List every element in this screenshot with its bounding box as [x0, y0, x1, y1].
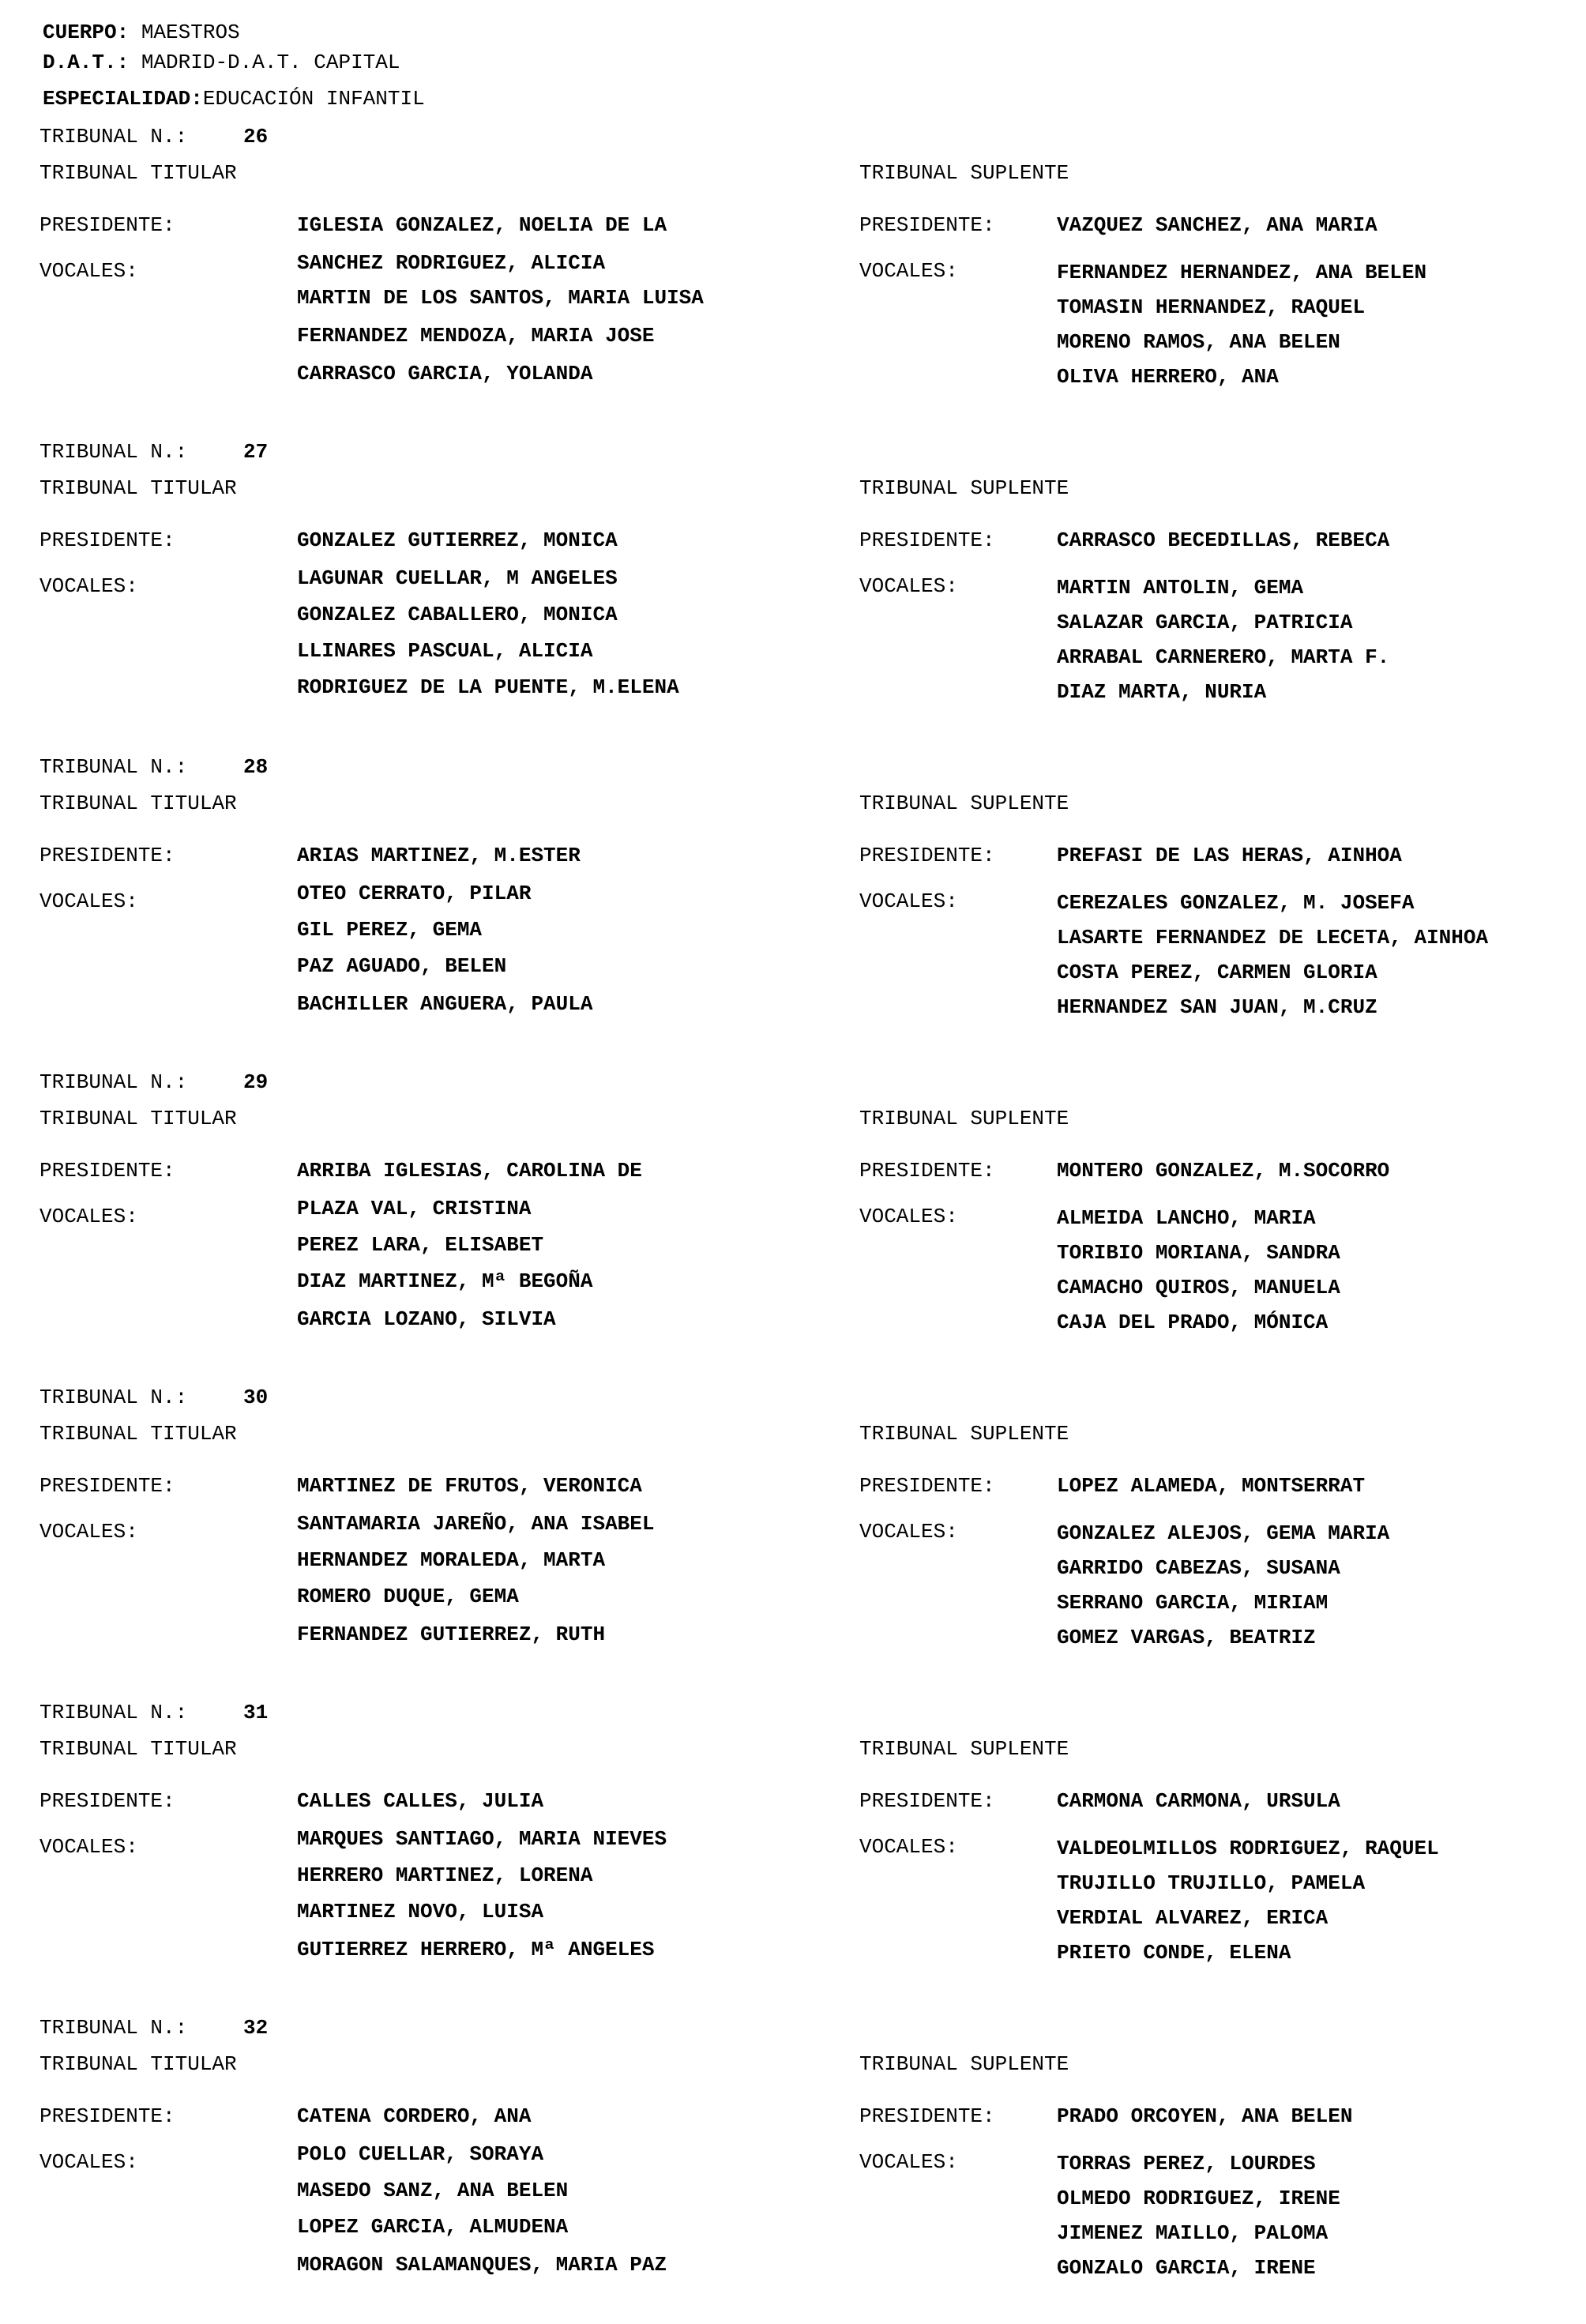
tribunal-number: 31	[243, 1701, 269, 1724]
suplente-vocales-label: VOCALES:	[859, 1520, 958, 1544]
suplente-vocal: PRIETO CONDE, ELENA	[1057, 1941, 1291, 1965]
titular-vocal: SANTAMARIA JAREÑO, ANA ISABEL	[297, 1512, 655, 1536]
titular-presidente-label: PRESIDENTE:	[39, 213, 175, 237]
titular-vocal: MORAGON SALAMANQUES, MARIA PAZ	[297, 2253, 667, 2277]
titular-heading: TRIBUNAL TITULAR	[39, 476, 237, 500]
suplente-presidente: MONTERO GONZALEZ, M.SOCORRO	[1057, 1159, 1390, 1183]
titular-vocal: CARRASCO GARCIA, YOLANDA	[297, 362, 593, 385]
titular-vocal: ROMERO DUQUE, GEMA	[297, 1585, 519, 1608]
suplente-vocal: VALDEOLMILLOS RODRIGUEZ, RAQUEL	[1057, 1837, 1439, 1860]
titular-heading: TRIBUNAL TITULAR	[39, 2052, 237, 2076]
suplente-vocal: COSTA PEREZ, CARMEN GLORIA	[1057, 961, 1377, 984]
suplente-vocal: MARTIN ANTOLIN, GEMA	[1057, 576, 1304, 600]
suplente-presidente-label: PRESIDENTE:	[859, 2104, 995, 2128]
suplente-heading: TRIBUNAL SUPLENTE	[859, 1737, 1069, 1761]
tribunal-block	[0, 750, 1586, 1063]
tribunal-block	[0, 120, 1586, 433]
suplente-vocal: MORENO RAMOS, ANA BELEN	[1057, 330, 1340, 354]
tribunal-number: 32	[243, 2016, 269, 2040]
suplente-vocal: GARRIDO CABEZAS, SUSANA	[1057, 1556, 1340, 1580]
suplente-vocal: ARRABAL CARNERERO, MARTA F.	[1057, 645, 1390, 669]
titular-vocales-label: VOCALES:	[39, 574, 138, 598]
suplente-vocal: TOMASIN HERNANDEZ, RAQUEL	[1057, 295, 1366, 319]
dat-label: D.A.T.:	[43, 51, 130, 74]
tribunal-number-label: TRIBUNAL N.:	[39, 1701, 188, 1724]
suplente-vocales-label: VOCALES:	[859, 2150, 958, 2174]
suplente-vocal: GOMEZ VARGAS, BEATRIZ	[1057, 1626, 1316, 1649]
suplente-vocal: CEREZALES GONZALEZ, M. JOSEFA	[1057, 891, 1415, 915]
suplente-vocal: HERNANDEZ SAN JUAN, M.CRUZ	[1057, 995, 1377, 1019]
suplente-presidente-label: PRESIDENTE:	[859, 1789, 995, 1813]
suplente-heading: TRIBUNAL SUPLENTE	[859, 161, 1069, 185]
suplente-vocal: GONZALEZ ALEJOS, GEMA MARIA	[1057, 1521, 1390, 1545]
suplente-vocal: ALMEIDA LANCHO, MARIA	[1057, 1206, 1316, 1230]
titular-vocal: LAGUNAR CUELLAR, M ANGELES	[297, 566, 618, 590]
especialidad-value: EDUCACIÓN INFANTIL	[202, 87, 425, 111]
suplente-vocales-label: VOCALES:	[859, 574, 958, 598]
titular-vocales-label: VOCALES:	[39, 1835, 138, 1859]
tribunal-number: 28	[243, 755, 269, 779]
titular-vocal: LLINARES PASCUAL, ALICIA	[297, 639, 593, 663]
titular-presidente: CALLES CALLES, JULIA	[297, 1789, 544, 1813]
titular-vocales-label: VOCALES:	[39, 1520, 138, 1544]
suplente-vocales-label: VOCALES:	[859, 1835, 958, 1859]
suplente-presidente-label: PRESIDENTE:	[859, 844, 995, 867]
titular-vocal: GARCIA LOZANO, SILVIA	[297, 1307, 556, 1331]
titular-vocal: LOPEZ GARCIA, ALMUDENA	[297, 2215, 569, 2239]
titular-vocal: FERNANDEZ MENDOZA, MARIA JOSE	[297, 324, 655, 348]
titular-vocal: PEREZ LARA, ELISABET	[297, 1233, 544, 1257]
suplente-heading: TRIBUNAL SUPLENTE	[859, 2052, 1069, 2076]
tribunal-block	[0, 435, 1586, 748]
dat-value: MADRID-D.A.T. CAPITAL	[141, 51, 400, 74]
titular-presidente-label: PRESIDENTE:	[39, 1159, 175, 1183]
titular-vocal: HERRERO MARTINEZ, LORENA	[297, 1863, 593, 1887]
titular-vocales-label: VOCALES:	[39, 889, 138, 913]
tribunal-number: 26	[243, 125, 269, 149]
titular-vocales-label: VOCALES:	[39, 259, 138, 283]
tribunal-number: 27	[243, 440, 269, 464]
tribunal-number-label: TRIBUNAL N.:	[39, 1386, 188, 1409]
suplente-vocales-label: VOCALES:	[859, 1205, 958, 1228]
suplente-heading: TRIBUNAL SUPLENTE	[859, 1107, 1069, 1130]
cuerpo-value: MAESTROS	[141, 21, 240, 44]
suplente-presidente: LOPEZ ALAMEDA, MONTSERRAT	[1057, 1474, 1366, 1498]
titular-vocal: DIAZ MARTINEZ, Mª BEGOÑA	[297, 1269, 593, 1293]
titular-presidente-label: PRESIDENTE:	[39, 528, 175, 552]
titular-vocal: GIL PEREZ, GEMA	[297, 918, 483, 942]
suplente-vocal: CAJA DEL PRADO, MÓNICA	[1057, 1311, 1329, 1334]
titular-presidente: MARTINEZ DE FRUTOS, VERONICA	[297, 1474, 642, 1498]
suplente-vocal: OLMEDO RODRIGUEZ, IRENE	[1057, 2187, 1340, 2210]
titular-presidente: IGLESIA GONZALEZ, NOELIA DE LA	[297, 213, 667, 237]
suplente-vocal: GONZALO GARCIA, IRENE	[1057, 2256, 1316, 2280]
suplente-heading: TRIBUNAL SUPLENTE	[859, 1422, 1069, 1446]
tribunal-number-label: TRIBUNAL N.:	[39, 1070, 188, 1094]
titular-vocal: MASEDO SANZ, ANA BELEN	[297, 2179, 569, 2202]
suplente-vocal: OLIVA HERRERO, ANA	[1057, 365, 1279, 389]
titular-vocal: GUTIERREZ HERRERO, Mª ANGELES	[297, 1938, 655, 1961]
tribunal-block	[0, 2011, 1586, 2324]
titular-heading: TRIBUNAL TITULAR	[39, 1422, 237, 1446]
tribunal-block	[0, 1696, 1586, 2009]
titular-heading: TRIBUNAL TITULAR	[39, 161, 237, 185]
titular-presidente-label: PRESIDENTE:	[39, 1474, 175, 1498]
suplente-presidente-label: PRESIDENTE:	[859, 213, 995, 237]
suplente-vocal: CAMACHO QUIROS, MANUELA	[1057, 1276, 1340, 1299]
titular-heading: TRIBUNAL TITULAR	[39, 1107, 237, 1130]
suplente-vocal: DIAZ MARTA, NURIA	[1057, 680, 1267, 704]
tribunal-number-label: TRIBUNAL N.:	[39, 125, 188, 149]
titular-vocal: MARTINEZ NOVO, LUISA	[297, 1900, 544, 1924]
suplente-vocal: SALAZAR GARCIA, PATRICIA	[1057, 611, 1353, 634]
suplente-vocal: TORIBIO MORIANA, SANDRA	[1057, 1241, 1340, 1265]
suplente-heading: TRIBUNAL SUPLENTE	[859, 792, 1069, 815]
suplente-presidente: PRADO ORCOYEN, ANA BELEN	[1057, 2104, 1353, 2128]
titular-vocal: SANCHEZ RODRIGUEZ, ALICIA	[297, 251, 606, 275]
tribunal-block	[0, 1066, 1586, 1378]
suplente-vocales-label: VOCALES:	[859, 259, 958, 283]
tribunal-number: 30	[243, 1386, 269, 1409]
tribunal-block	[0, 1381, 1586, 1694]
titular-vocal: PAZ AGUADO, BELEN	[297, 954, 507, 978]
titular-presidente-label: PRESIDENTE:	[39, 844, 175, 867]
titular-vocal: OTEO CERRATO, PILAR	[297, 882, 532, 905]
titular-vocal: BACHILLER ANGUERA, PAULA	[297, 992, 593, 1016]
suplente-presidente: CARMONA CARMONA, URSULA	[1057, 1789, 1340, 1813]
suplente-presidente: VAZQUEZ SANCHEZ, ANA MARIA	[1057, 213, 1377, 237]
titular-presidente: CATENA CORDERO, ANA	[297, 2104, 532, 2128]
suplente-presidente-label: PRESIDENTE:	[859, 1159, 995, 1183]
titular-heading: TRIBUNAL TITULAR	[39, 1737, 237, 1761]
cuerpo-label: CUERPO:	[43, 21, 130, 44]
tribunal-number: 29	[243, 1070, 269, 1094]
titular-presidente-label: PRESIDENTE:	[39, 1789, 175, 1813]
suplente-vocal: VERDIAL ALVAREZ, ERICA	[1057, 1906, 1329, 1930]
suplente-presidente: PREFASI DE LAS HERAS, AINHOA	[1057, 844, 1402, 867]
tribunal-number-label: TRIBUNAL N.:	[39, 440, 188, 464]
tribunal-number-label: TRIBUNAL N.:	[39, 755, 188, 779]
suplente-heading: TRIBUNAL SUPLENTE	[859, 476, 1069, 500]
suplente-vocal: LASARTE FERNANDEZ DE LECETA, AINHOA	[1057, 926, 1489, 950]
titular-vocal: FERNANDEZ GUTIERREZ, RUTH	[297, 1623, 606, 1646]
titular-vocal: POLO CUELLAR, SORAYA	[297, 2142, 544, 2166]
titular-vocal: HERNANDEZ MORALEDA, MARTA	[297, 1548, 606, 1572]
titular-vocales-label: VOCALES:	[39, 1205, 138, 1228]
suplente-vocal: TRUJILLO TRUJILLO, PAMELA	[1057, 1871, 1366, 1895]
especialidad-label: ESPECIALIDAD:	[43, 87, 203, 111]
titular-vocal: MARTIN DE LOS SANTOS, MARIA LUISA	[297, 286, 704, 310]
header-especialidad	[43, 87, 425, 111]
suplente-presidente: CARRASCO BECEDILLAS, REBECA	[1057, 528, 1390, 552]
suplente-vocal: JIMENEZ MAILLO, PALOMA	[1057, 2221, 1329, 2245]
suplente-vocal: SERRANO GARCIA, MIRIAM	[1057, 1591, 1329, 1615]
titular-vocal: MARQUES SANTIAGO, MARIA NIEVES	[297, 1827, 667, 1851]
suplente-vocales-label: VOCALES:	[859, 889, 958, 913]
titular-presidente-label: PRESIDENTE:	[39, 2104, 175, 2128]
suplente-vocal: FERNANDEZ HERNANDEZ, ANA BELEN	[1057, 261, 1427, 284]
header-dat	[43, 51, 400, 74]
tribunal-number-label: TRIBUNAL N.:	[39, 2016, 188, 2040]
titular-presidente: GONZALEZ GUTIERREZ, MONICA	[297, 528, 618, 552]
header-cuerpo	[43, 21, 240, 44]
titular-presidente: ARIAS MARTINEZ, M.ESTER	[297, 844, 581, 867]
titular-heading: TRIBUNAL TITULAR	[39, 792, 237, 815]
titular-vocal: GONZALEZ CABALLERO, MONICA	[297, 603, 618, 626]
titular-vocal: PLAZA VAL, CRISTINA	[297, 1197, 532, 1220]
suplente-presidente-label: PRESIDENTE:	[859, 528, 995, 552]
titular-vocal: RODRIGUEZ DE LA PUENTE, M.ELENA	[297, 675, 679, 699]
titular-presidente: ARRIBA IGLESIAS, CAROLINA DE	[297, 1159, 642, 1183]
suplente-vocal: TORRAS PEREZ, LOURDES	[1057, 2152, 1316, 2175]
titular-vocales-label: VOCALES:	[39, 2150, 138, 2174]
suplente-presidente-label: PRESIDENTE:	[859, 1474, 995, 1498]
